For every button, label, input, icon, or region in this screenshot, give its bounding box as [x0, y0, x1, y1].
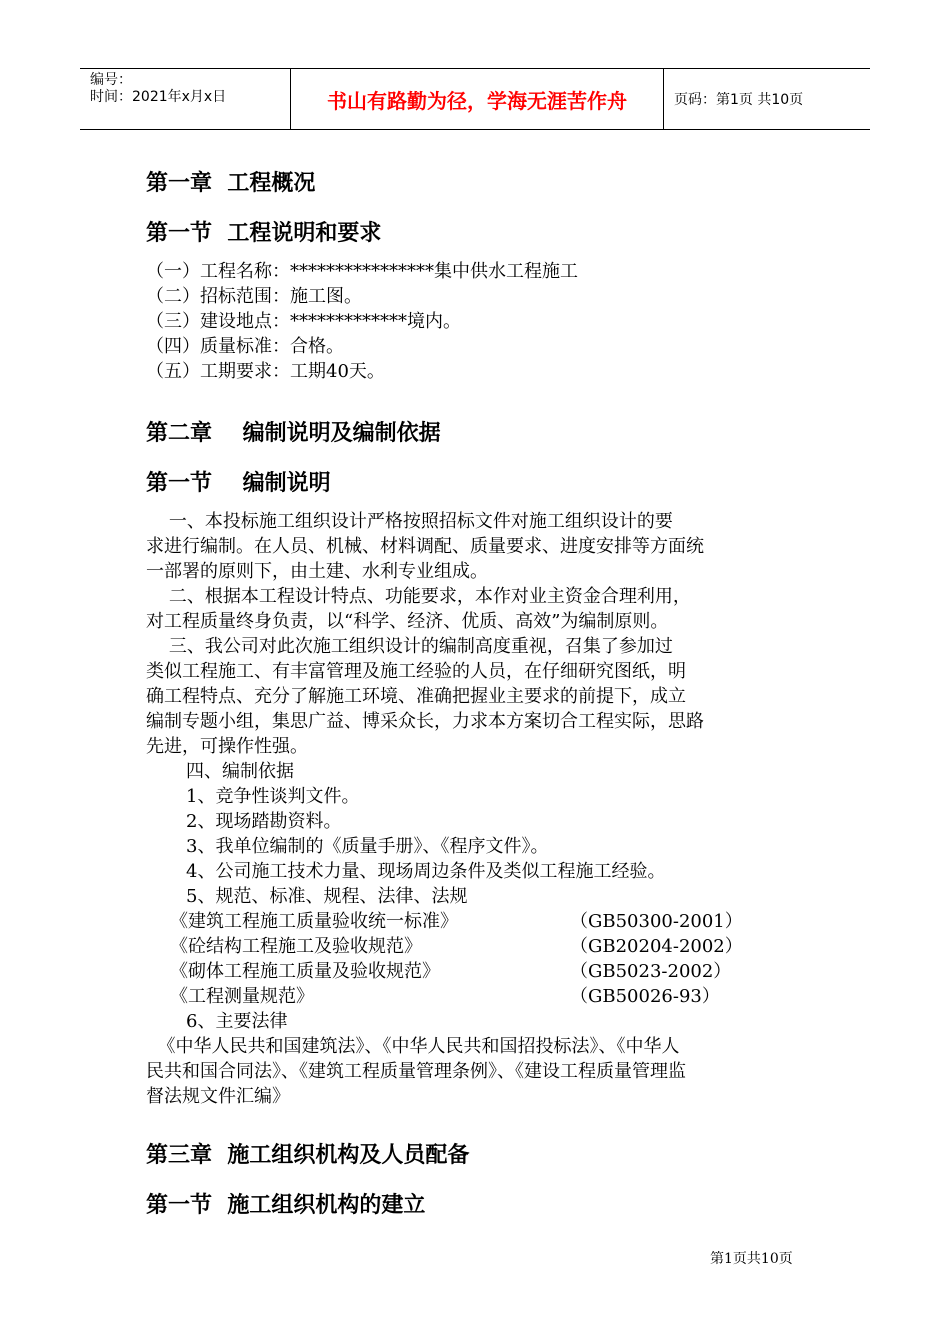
para-line: 类似工程施工、有丰富管理及施工经验的人员，在仔细研究图纸，明	[146, 661, 686, 682]
header-table	[80, 68, 870, 130]
basis-line: 3、我单位编制的《质量手册》、《程序文件》。	[186, 836, 549, 857]
chapter-1-title: 第一章 工程概况	[146, 171, 316, 196]
para-line: 一、本投标施工组织设计严格按照招标文件对施工组织设计的要	[146, 511, 673, 532]
item-line: （五）工期要求：工期40天。	[146, 361, 385, 382]
item-line: （四）质量标准：合格。	[146, 336, 344, 357]
standard-code: （GB20204-2002）	[570, 936, 743, 957]
laws-line: 《中华人民共和国建筑法》、《中华人民共和国招投标法》、《中华人	[146, 1036, 680, 1057]
item-line: （二）招标范围：施工图。	[146, 286, 362, 307]
basis-title: 四、编制依据	[186, 761, 294, 782]
chapter-2-title: 第二章 编制说明及编制依据	[146, 421, 441, 446]
standard-name: 《工程测量规范》	[170, 986, 314, 1007]
laws-line: 督法规文件汇编》	[146, 1086, 290, 1107]
item-line: （一）工程名称：****************集中供水工程施工	[146, 261, 578, 282]
standard-name: 《砼结构工程施工及验收规范》	[170, 936, 422, 957]
section-3-1-title: 第一节 施工组织机构的建立	[146, 1193, 426, 1218]
basis-line: 5、规范、标准、规程、法律、法规	[186, 886, 468, 907]
standard-name: 《建筑工程施工质量验收统一标准》	[170, 911, 458, 932]
laws-line: 民共和国合同法》、《建筑工程质量管理条例》、《建设工程质量管理监	[146, 1061, 686, 1082]
laws-title: 6、主要法律	[186, 1011, 288, 1032]
para-line: 对工程质量终身负责，以“科学、经济、优质、高效”为编制原则。	[146, 611, 669, 632]
chapter-3-title: 第三章 施工组织机构及人员配备	[146, 1143, 470, 1168]
page-label: 页码：第1页 共10页	[674, 92, 804, 108]
para-line: 先进，可操作性强。	[146, 736, 308, 757]
section-2-1-title: 第一节 编制说明	[146, 471, 331, 496]
para-line: 二、根据本工程设计特点、功能要求，本作对业主资金合理利用，	[146, 586, 691, 607]
motto: 书山有路勤为径，学海无涯苦作舟	[291, 69, 664, 129]
standard-name: 《砌体工程施工质量及验收规范》	[170, 961, 440, 982]
header-info	[80, 69, 291, 129]
para-line: 三、我公司对此次施工组织设计的编制高度重视，召集了参加过	[146, 636, 673, 657]
basis-line: 4、公司施工技术力量、现场周边条件及类似工程施工经验。	[186, 861, 666, 882]
para-line: 求进行编制。在人员、机械、材料调配、质量要求、进度安排等方面统	[146, 536, 704, 557]
standard-code: （GB50026-93）	[570, 986, 720, 1007]
basis-line: 1、竞争性谈判文件。	[186, 786, 360, 807]
basis-line: 2、现场踏勘资料。	[186, 811, 342, 832]
standard-code: （GB50300-2001）	[570, 911, 743, 932]
para-line: 确工程特点、充分了解施工环境、准确把握业主要求的前提下，成立	[146, 686, 686, 707]
number-label: 编号：	[90, 72, 132, 88]
item-line: （三）建设地点：*************境内。	[146, 311, 461, 332]
standard-code: （GB5023-2002）	[570, 961, 732, 982]
section-1-1-title: 第一节 工程说明和要求	[146, 221, 382, 246]
para-line: 编制专题小组，集思广益、博采众长，力求本方案切合工程实际，思路	[146, 711, 704, 732]
time-label: 时间：2021年x月x日	[90, 89, 227, 105]
footer-page-number: 第1页共10页	[710, 1251, 793, 1267]
para-line: 一部署的原则下，由土建、水利专业组成。	[146, 561, 488, 582]
